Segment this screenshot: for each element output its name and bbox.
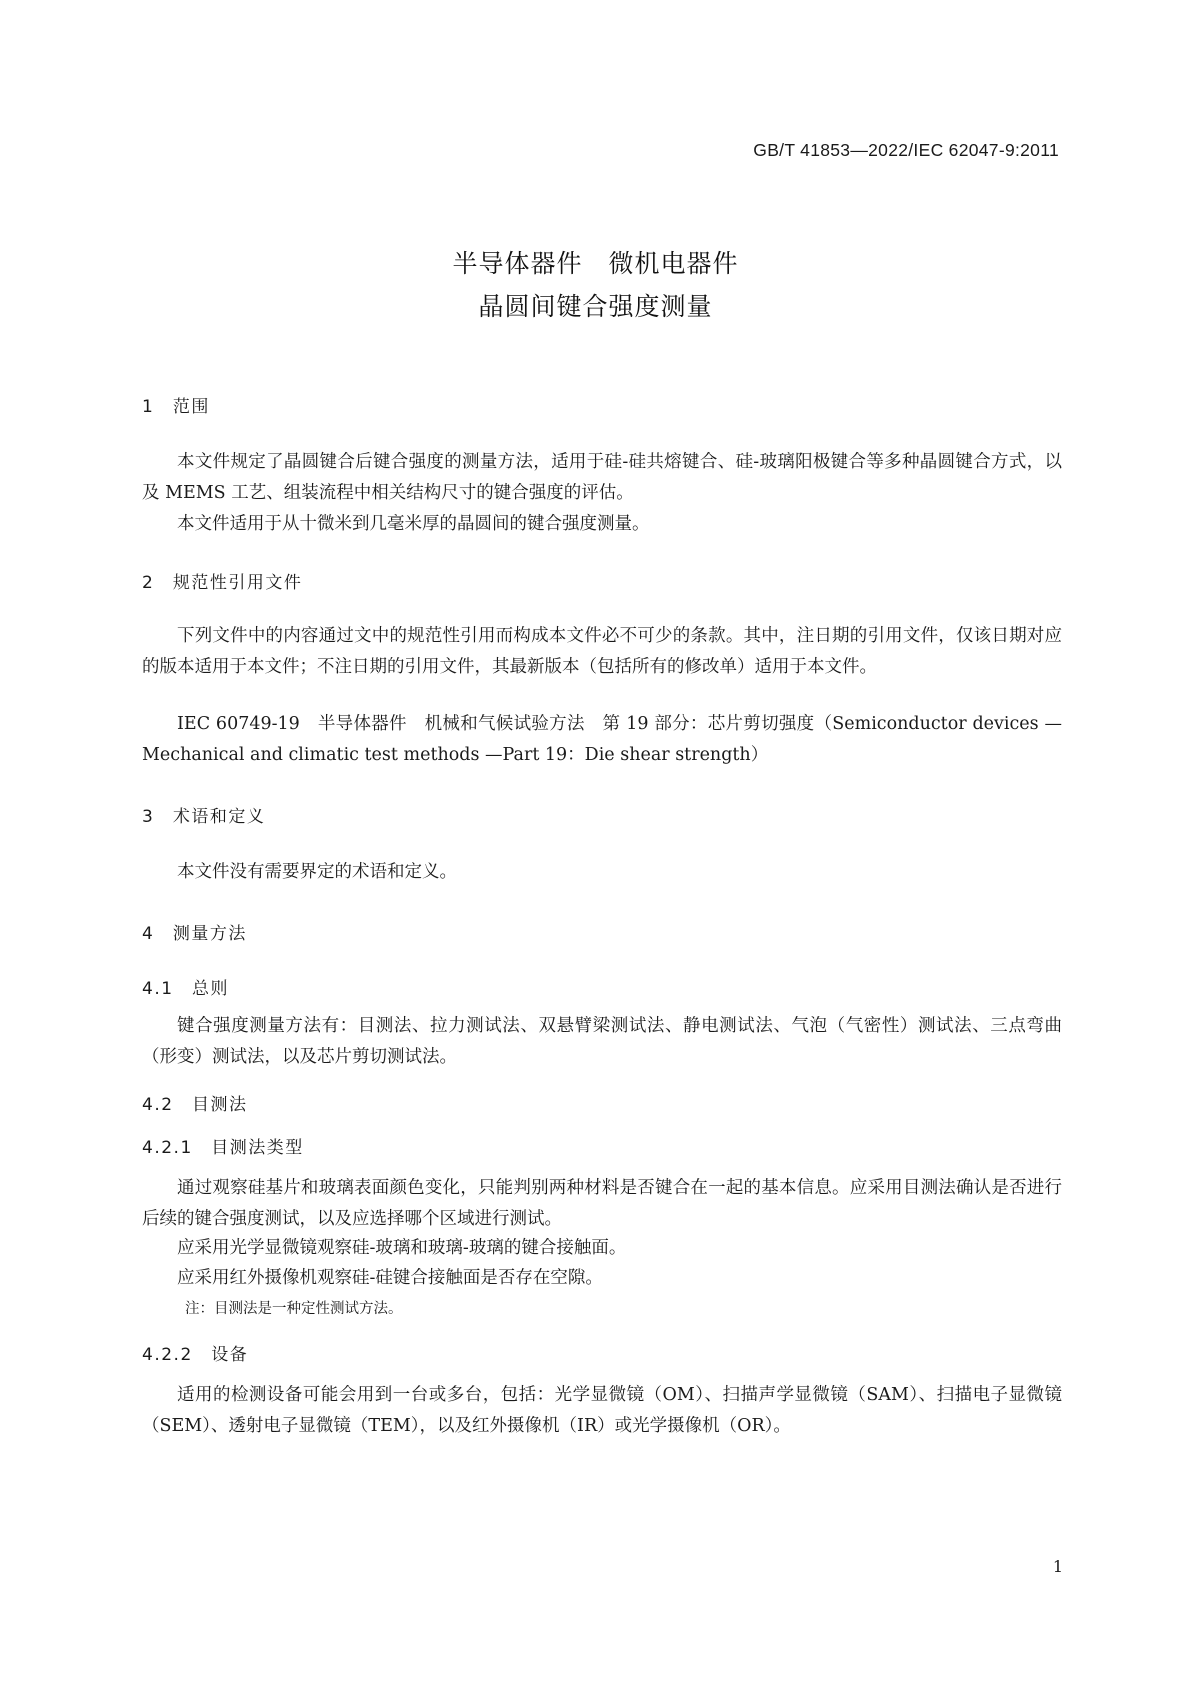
document-title-line-1: 半导体器件 微机电器件 (452, 249, 739, 278)
section-4-1-paragraph-1: 键合强度测量方法有：目测法、拉力测试法、双悬臂梁测试法、静电测试法、气泡（气密性）测试法、三点弯曲（形变）测试法，以及芯片剪切测试法。 (142, 1016, 1062, 1067)
section-1-heading: 1 范围 (142, 397, 210, 417)
section-3-heading: 3 术语和定义 (142, 807, 266, 827)
page-number: 1 (1052, 1557, 1063, 1576)
document-title-line-2: 晶圆间键合强度测量 (478, 292, 713, 321)
section-2-reference: IEC 60749-19 半导体器件 机械和气候试验方法 第 19 部分：芯片剪切强度（Semiconductor devices —Mechanical and climatic test methods —Part 19：Die shear strength） (142, 714, 1062, 765)
section-2-heading: 2 规范性引用文件 (142, 573, 303, 593)
section-4-2-1-paragraph-2: 应采用光学显微镜观察硅-玻璃和玻璃-玻璃的键合接触面。 (177, 1238, 627, 1258)
section-4-2-heading: 4.2 目测法 (142, 1095, 248, 1115)
section-4-2-1-paragraph-3: 应采用红外摄像机观察硅-硅键合接触面是否存在空隙。 (177, 1268, 603, 1288)
section-1-paragraph-2: 本文件适用于从十微米到几毫米厚的晶圆间的键合强度测量。 (177, 514, 650, 534)
section-4-2-1-note: 注：目测法是一种定性测试方法。 (185, 1301, 403, 1317)
section-1-paragraph-1: 本文件规定了晶圆键合后键合强度的测量方法，适用于硅-硅共熔键合、硅-玻璃阳极键合等多种晶圆键合方式，以及 MEMS 工艺、组装流程中相关结构尺寸的键合强度的评估。 (142, 452, 1062, 503)
standard-code: GB/T 41853—2022/IEC 62047-9:2011 (753, 140, 1059, 160)
section-2-paragraph-1: 下列文件中的内容通过文中的规范性引用而构成本文件必不可少的条款。其中，注日期的引用文件，仅该日期对应的版本适用于本文件；不注日期的引用文件，其最新版本（包括所有的修改单）适用于本文件。 (142, 626, 1062, 677)
section-4-1-heading: 4.1 总则 (142, 979, 230, 999)
section-4-2-2-heading: 4.2.2 设备 (142, 1345, 249, 1365)
section-3-paragraph-1: 本文件没有需要界定的术语和定义。 (177, 862, 457, 882)
section-4-heading: 4 测量方法 (142, 924, 247, 944)
section-4-2-1-paragraph-1: 通过观察硅基片和玻璃表面颜色变化，只能判别两种材料是否键合在一起的基本信息。应采用目测法确认是否进行后续的键合强度测试，以及应选择哪个区域进行测试。 (142, 1178, 1062, 1229)
section-4-2-2-paragraph-1: 适用的检测设备可能会用到一台或多台，包括：光学显微镜（OM）、扫描声学显微镜（SAM）、扫描电子显微镜（SEM）、透射电子显微镜（TEM），以及红外摄像机（IR）或光学摄像机（OR）。 (142, 1385, 1062, 1436)
section-4-2-1-heading: 4.2.1 目测法类型 (142, 1138, 304, 1158)
